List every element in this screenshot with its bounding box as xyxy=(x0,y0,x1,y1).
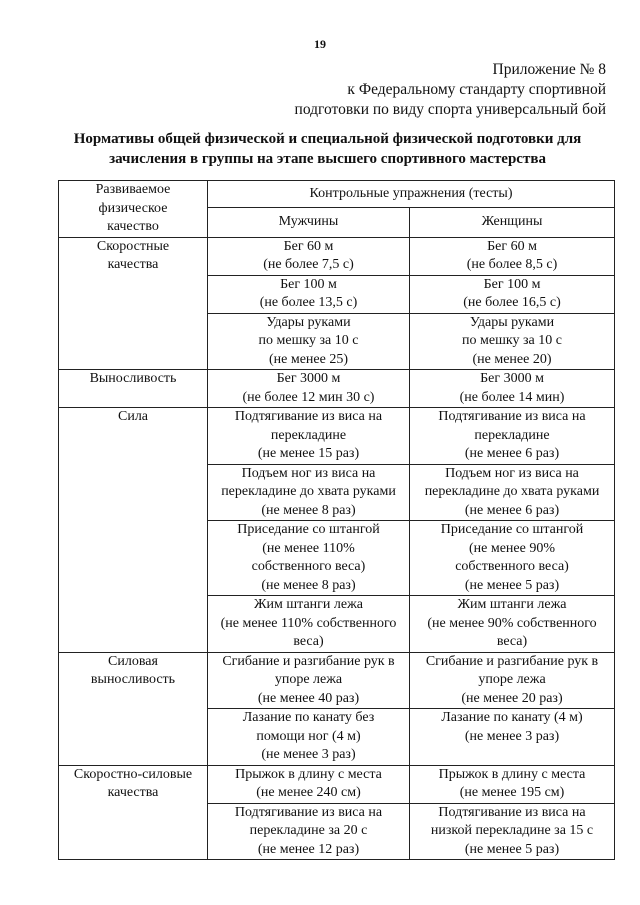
men-norm-cell: Подтягивание из виса на перекладине (не менее 15 раз) xyxy=(208,408,410,465)
men-norm-cell: Прыжок в длину с места (не менее 240 см) xyxy=(208,765,410,803)
appendix-sport: подготовки по виду спорта универсальный бой xyxy=(294,101,606,118)
norms-table xyxy=(58,180,615,860)
men-norm-cell: Удары руками по мешку за 10 с (не менее 25) xyxy=(208,313,410,370)
men-norm-cell: Сгибание и разгибание рук в упоре лежа (не менее 40 раз) xyxy=(208,652,410,709)
table-row xyxy=(59,408,615,465)
men-norm-cell: Подъем ног из виса на перекладине до хвата руками (не менее 8 раз) xyxy=(208,464,410,521)
quality-cell: Скоростные качества xyxy=(59,237,208,370)
appendix-standard: к Федеральному стандарту спортивной xyxy=(347,81,606,98)
appendix-number: Приложение № 8 xyxy=(492,61,606,78)
men-norm-cell: Бег 60 м (не более 7,5 с) xyxy=(208,237,410,275)
women-norm-cell: Подъем ног из виса на перекладине до хвата руками (не менее 6 раз) xyxy=(410,464,615,521)
women-norm-cell: Лазание по канату (4 м) (не менее 3 раз) xyxy=(410,709,615,766)
header-quality: Развиваемое физическое качество xyxy=(59,181,208,238)
table-row xyxy=(59,370,615,408)
title-line-1: Нормативы общей физической и специальной физической подготовки для xyxy=(73,131,582,147)
header-men: Мужчины xyxy=(208,208,410,238)
men-norm-cell: Жим штанги лежа (не менее 110% собственного веса) xyxy=(208,596,410,653)
quality-cell: Сила xyxy=(59,408,208,653)
women-norm-cell: Удары руками по мешку за 10 с (не менее 20) xyxy=(410,313,615,370)
women-norm-cell: Приседание со штангой (не менее 90% собственного веса) (не менее 5 раз) xyxy=(410,521,615,596)
title-line-2: зачисления в группы на этапе высшего спортивного мастерства xyxy=(109,151,546,167)
page-number: 19 xyxy=(314,37,326,51)
women-norm-cell: Подтягивание из виса на низкой перекладине за 15 с (не менее 5 раз) xyxy=(410,803,615,860)
men-norm-cell: Приседание со штангой (не менее 110% собственного веса) (не менее 8 раз) xyxy=(208,521,410,596)
women-norm-cell: Бег 3000 м (не более 14 мин) xyxy=(410,370,615,408)
table-header-row xyxy=(59,181,615,208)
appendix-header xyxy=(295,60,606,120)
women-norm-cell: Прыжок в длину с места (не менее 195 см) xyxy=(410,765,615,803)
men-norm-cell: Бег 100 м (не более 13,5 с) xyxy=(208,275,410,313)
women-norm-cell: Бег 60 м (не более 8,5 с) xyxy=(410,237,615,275)
table-row xyxy=(59,765,615,803)
table-row xyxy=(59,237,615,275)
women-norm-cell: Жим штанги лежа (не менее 90% собственного веса) xyxy=(410,596,615,653)
women-norm-cell: Подтягивание из виса на перекладине (не менее 6 раз) xyxy=(410,408,615,465)
men-norm-cell: Бег 3000 м (не более 12 мин 30 с) xyxy=(208,370,410,408)
women-norm-cell: Сгибание и разгибание рук в упоре лежа (не менее 20 раз) xyxy=(410,652,615,709)
quality-cell: Скоростно-силовые качества xyxy=(59,765,208,860)
header-women: Женщины xyxy=(410,208,615,238)
men-norm-cell: Лазание по канату без помощи ног (4 м) (не менее 3 раз) xyxy=(208,709,410,766)
women-norm-cell: Бег 100 м (не более 16,5 с) xyxy=(410,275,615,313)
header-tests: Контрольные упражнения (тесты) xyxy=(208,181,615,208)
quality-cell: Выносливость xyxy=(59,370,208,408)
quality-cell: Силовая выносливость xyxy=(59,652,208,765)
table-row xyxy=(59,652,615,709)
document-title xyxy=(40,129,615,169)
men-norm-cell: Подтягивание из виса на перекладине за 20 с (не менее 12 раз) xyxy=(208,803,410,860)
